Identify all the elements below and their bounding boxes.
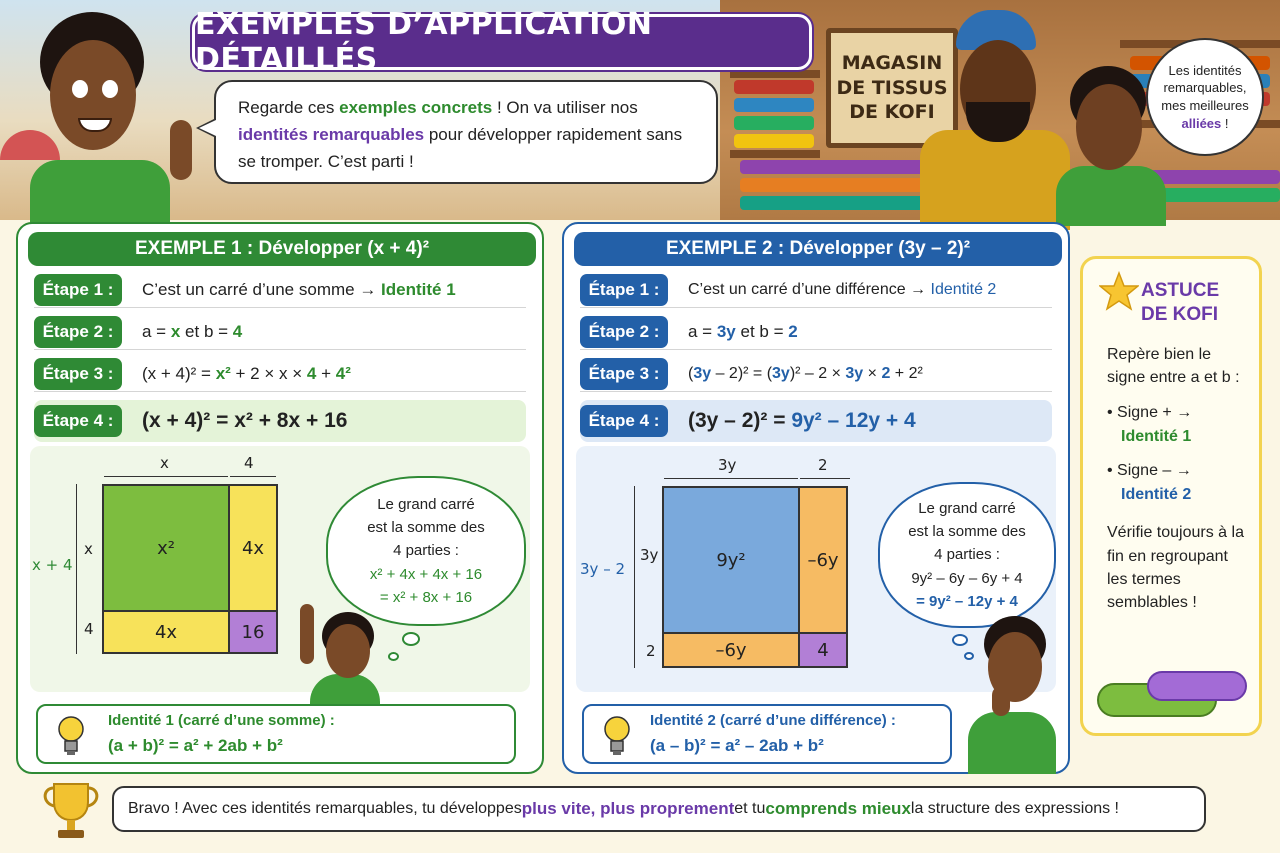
a-label: a = (142, 321, 171, 341)
footer-highlight-2: comprends mieux (765, 799, 911, 818)
star-icon (1099, 271, 1139, 311)
example-2-panel (562, 222, 1070, 774)
diagram-side-a: 3y (640, 546, 659, 564)
cloud-line-3: 4 parties : (934, 546, 1000, 564)
cheering-boy (300, 604, 390, 704)
cloud-line-1: Le grand carré (918, 499, 1016, 517)
step-result-pre: (3y – 2)² = (688, 409, 792, 432)
example-1-step-4 (34, 400, 526, 442)
cell-4x-right: 4x (228, 484, 278, 612)
example-2-step-4 (580, 400, 1052, 442)
tip-intro: Repère bien le signe entre a et b : (1107, 346, 1240, 387)
a-value: x (170, 321, 181, 341)
step-label: Étape 1 : (580, 274, 668, 306)
shop-sign-line3: DE KOFI (849, 101, 935, 124)
tip-bullet-2-highlight: Identité 2 (1121, 486, 1192, 504)
b-label: b = (759, 321, 789, 341)
cloud-line-5: = 9y² – 12y + 4 (916, 592, 1018, 610)
cloud-line-3: 4 parties : (393, 542, 459, 560)
step-result: 9y² – 12y + 4 (791, 409, 916, 432)
b-value: 2 (788, 321, 798, 341)
lightbulb-icon (56, 714, 86, 758)
side-bubble-highlight: alliées (1181, 115, 1222, 131)
tip-outro: Vérifie toujours à la fin en regroupant les termes semblables ! (1107, 524, 1244, 611)
tip-title-line1: ASTUCE (1141, 280, 1220, 301)
diagram-top-b: 4 (244, 454, 254, 472)
cell-x-squared: x² (102, 484, 230, 612)
a-label: a = (688, 321, 717, 341)
side-bubble-text-2: ! (1221, 115, 1229, 131)
intro-speech-bubble (214, 80, 718, 184)
cloud-line-2: est la somme des (367, 519, 485, 537)
expr-four: 4 (306, 363, 317, 383)
identity-2-formula: (a – b)² = a² – 2ab + b² (650, 735, 824, 755)
kofi-tip-panel (1080, 256, 1262, 736)
kofi-character (920, 10, 1070, 220)
boy-character (20, 10, 200, 220)
step-label: Étape 4 : (34, 405, 122, 437)
expr-3y: 3y (693, 364, 712, 382)
expr-mid: + 2 × x × (230, 363, 307, 383)
cell-16: 16 (228, 610, 278, 654)
step-result: (x + 4)² = x² + 8x + 16 (142, 409, 348, 432)
speech-tail-inner (199, 120, 216, 136)
side-bubble-text-1: Les identités remarquables, mes meilleures (1161, 62, 1249, 113)
expr-3y: 3y (845, 364, 864, 382)
fabric-rolls-illustration (1097, 663, 1247, 723)
example-1-step-3 (34, 356, 526, 392)
side-speech-bubble (1146, 38, 1264, 156)
tip-title (1141, 279, 1219, 327)
footer-message (112, 786, 1206, 832)
example-2-step-2 (580, 314, 1052, 350)
intro-text-3: pour développer rapidement sans se tromper. C’est parti ! (238, 125, 683, 172)
expr-part: + (890, 364, 909, 382)
example-1-step-2 (34, 314, 526, 350)
diagram-side-a: x (84, 540, 93, 558)
intro-text-2: ! On va utiliser nos (492, 98, 638, 117)
and-text: et (180, 321, 204, 341)
expr-2: 2 (881, 364, 891, 382)
cloud-line-4: 9y² – 6y – 6y + 4 (911, 569, 1023, 587)
diagram-side-total: x + 4 (32, 556, 73, 574)
diagram-side-total: 3y – 2 (580, 560, 625, 578)
shop-sign-line1: MAGASIN (841, 51, 943, 74)
cell-minus-6y-bottom: –6y (662, 632, 800, 668)
cloud-line-4: x² + 4x + 4x + 16 (369, 565, 483, 583)
a-value: 3y (716, 321, 736, 341)
diagram-top-a: x (160, 454, 169, 472)
identity-1-formula: (a + b)² = a² + 2ab + b² (108, 735, 283, 755)
diagram-side-b: 4 (84, 620, 94, 638)
cell-9y-squared: 9y² (662, 486, 800, 634)
tip-bullet-1: • Signe + → Identité 1 (1107, 404, 1193, 446)
expr-part: )² – 2 × (789, 364, 846, 382)
intro-highlight-1: exemples concrets (339, 98, 493, 117)
step-label: Étape 3 : (34, 358, 122, 390)
expr-plus: + (316, 363, 336, 383)
step-label: Étape 4 : (580, 405, 668, 437)
trophy-icon (38, 780, 104, 842)
identity-2-box (582, 704, 952, 764)
footer-text-1: Bravo ! Avec ces identités remarquables, tu développes (128, 800, 522, 817)
example-2-title: EXEMPLE 2 : Développer (3y – 2)² (574, 232, 1062, 266)
cell-4: 4 (798, 632, 848, 668)
step-highlight: Identité 1 (381, 279, 456, 299)
expr-four-squared: 4² (335, 363, 351, 383)
intro-text-1: Regarde ces (238, 98, 340, 117)
example-1-diagram (30, 446, 530, 692)
tip-bullet-2: • Signe – → Identité 2 (1107, 462, 1192, 504)
identity-1-title: Identité 1 (carré d’une somme) : (108, 712, 335, 729)
step-label: Étape 2 : (34, 316, 122, 348)
example-2-thought-cloud (878, 482, 1056, 628)
intro-highlight-2: identités remarquables (238, 125, 425, 145)
diagram-top-b: 2 (818, 456, 828, 474)
lightbulb-icon (602, 714, 632, 758)
cloud-line-5: = x² + 8x + 16 (379, 588, 473, 606)
expr-part: ( (688, 364, 694, 382)
step-label: Étape 3 : (580, 358, 668, 390)
page-title: EXEMPLES D’APPLICATION DÉTAILLÉS (192, 14, 812, 70)
cloud-dot (402, 632, 420, 646)
tip-title-line2: DE KOFI (1141, 303, 1219, 325)
identity-1-box (36, 704, 516, 764)
example-2-step-1 (580, 272, 1052, 308)
cell-minus-6y-right: –6y (798, 486, 848, 634)
tip-body (1107, 343, 1247, 614)
expr-pre: (x + 4)² = (142, 363, 216, 383)
thinking-boy (962, 616, 1062, 774)
example-2-step-3 (580, 356, 1052, 392)
example-1-step-1 (34, 272, 526, 308)
footer-text-3: la structure des expressions ! (910, 800, 1119, 817)
tip-bullet-1-text: Signe + → (1117, 404, 1193, 422)
tip-bullet-2-text: Signe – → (1117, 462, 1192, 480)
diagram-side-b: 2 (646, 642, 656, 660)
cloud-line-1: Le grand carré (377, 495, 475, 513)
expr-x2: x² (215, 363, 231, 383)
step-text: C’est un carré d’une somme → (142, 279, 382, 299)
step-highlight: Identité 2 (930, 280, 997, 298)
expr-2-squared: 2² (908, 364, 923, 382)
b-label: b = (203, 321, 233, 341)
step-label: Étape 1 : (34, 274, 122, 306)
tip-bullet-1-highlight: Identité 1 (1121, 428, 1192, 446)
b-value: 4 (232, 321, 243, 341)
cell-4x-bottom: 4x (102, 610, 230, 654)
cloud-line-2: est la somme des (908, 523, 1026, 541)
footer-text-2: et tu (734, 800, 766, 817)
and-text: et (735, 321, 760, 341)
example-1-panel (16, 222, 544, 774)
example-1-title: EXEMPLE 1 : Développer (x + 4)² (28, 232, 536, 266)
shop-sign-line2: DE TISSUS (836, 76, 948, 99)
step-label: Étape 2 : (580, 316, 668, 348)
expr-part: – 2)² = ( (711, 364, 773, 382)
footer-highlight-1: plus vite, plus proprement (521, 799, 735, 818)
expr-part: × (863, 364, 882, 382)
identity-2-title: Identité 2 (carré d’une différence) : (650, 712, 896, 729)
expr-3y: 3y (772, 364, 790, 382)
diagram-top-a: 3y (718, 456, 737, 474)
step-text: C’est un carré d’une différence → (688, 280, 931, 298)
